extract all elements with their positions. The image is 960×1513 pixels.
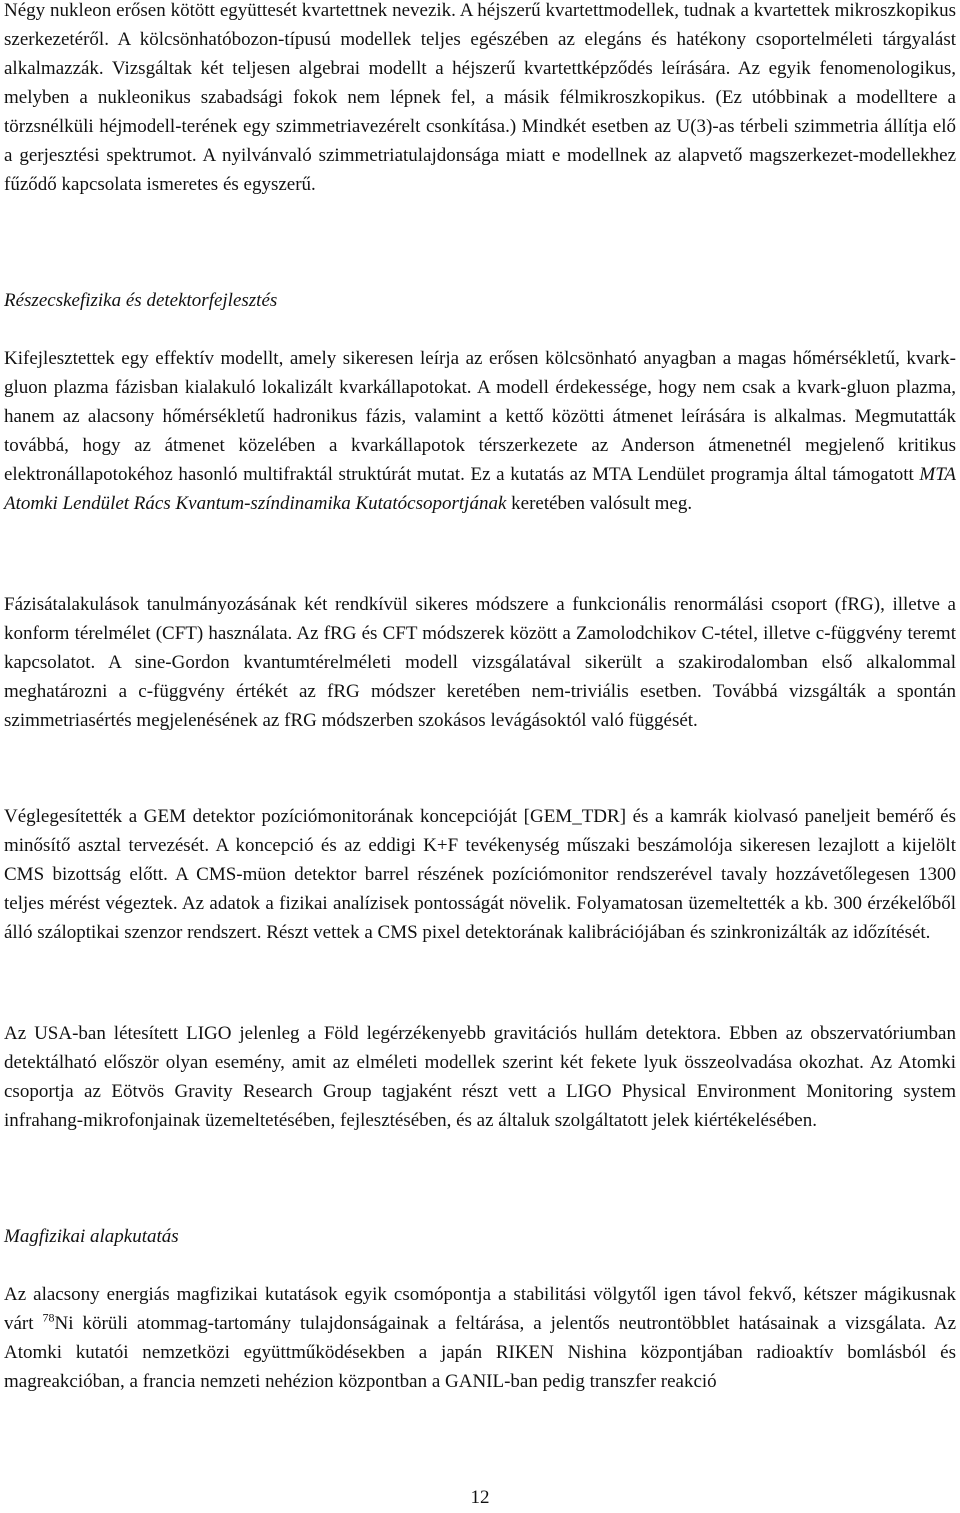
paragraph-quartet-models: Négy nukleon erősen kötött együttesét kvartettnek nevezik. A héjszerű kvartettmodellek, tudnak a kvartettek mikroszkopikus szerkezetéről. A kölcsönhatóbozon-típusú modellek teljes egészében az elegáns és hatékony csoportelméleti tárgyalást alkalmazzák. Vizsgáltak két teljesen algebrai modellt a héjszerű kvartettképződés leírására. Az egyik fenomenologikus, melyben a nukleonikus szabadsági fokok nem lépnek fel, a másik félmikroszkopikus. (Ez utóbbinak a modelltere a törzsnélküli héjmodell-terének egy szimmetriavezérelt csonkítása.) Mindkét esetben az U(3)-as térbeli szimmetria állítja elő a gerjesztési spektrumot. A nyilvánvaló szimmetriatulajdonsága miatt e modellnek az alapvető magszerkezet-modellekhez fűződő kapcsolata ismeretes és egyszerű. — [4, 0, 956, 195]
paragraph-ni78 — [4, 1280, 956, 1396]
paragraph-gem-detector: Véglegesítették a GEM detektor pozíciómonitorának koncepcióját [GEM_TDR] és a kamrák kiolvasó paneljeit bemérő és minősítő asztal tervezését. A koncepció és az eddigi K+F tevékenység műszaki beszámolója sikeresen lezajlott a kijelölt CMS bizottság előtt. A CMS-müon detektor barrel részének pozíciómonitor rendszerével tavaly hozzávetőlegesen 1300 teljes mérést végeztek. Az adatok a fizikai analízisek pontosságát növelik. Folyamatosan üzemeltették a kb. 300 érzékelőből álló száloptikai szenzor rendszert. Részt vettek a CMS pixel detektorának kalibrációjában és szinkronizálták az időzítését. — [4, 806, 956, 943]
page-number: 12 — [470, 1487, 490, 1508]
paragraph-text: Kifejlesztettek egy effektív modellt, amely sikeresen leírja az erősen kölcsönható anyagban a magas hőmérsékletű, kvark-gluon plazma fázisban kialakuló lokalizált kvarkállapotokat. A modell érdekessége, hogy nem csak a kvark-gluon plazma, hanem az alacsony hőmérsékletű hadronikus fázis, valamint a kettő közötti átmenet leírására is alkalmas. Megmutatták továbbá, hogy az átmenet közelében a kvarkállapotok térszerkezete az Anderson átmenetnél megjelenő kritikus elektronállapotokéhoz hasonló multifraktál struktúrát mutat. Ez a kutatás az MTA Lendület programja által támogatott — [4, 348, 956, 485]
paragraph-ligo: Az USA-ban létesített LIGO jelenleg a Föld legérzékenyebb gravitációs hullám detektora. Ebben az obszervatóriumban detektálható először olyan esemény, amit az elméleti modellek szerint két fekete lyuk összeolvadása okozhat. Az Atomki csoportja az Eötvös Gravity Research Group tagjaként részt vett a LIGO Physical Environment Monitoring system infrahang-mikrofonjainak üzemeltetésében, fejlesztésében, és az általuk szolgáltatott jelek kiértékelésében. — [4, 1023, 956, 1131]
research-group-name: MTA Atomki Lendület Rács Kvantum-színdinamika Kutatócsoportjának — [4, 464, 956, 514]
section-heading-particle-physics: Részecskefizika és detektorfejlesztés — [4, 290, 278, 311]
paragraph-text: Ni körüli atommag-tartomány tulajdonságainak a feltárása, a jelentős neutrontöbblet hatásainak a vizsgálata. Az Atomki kutatói nemzetközi együttműködésekben a japán RIKEN Nishina központjában radioaktív bomlásból és magreakcióban, a francia nemzeti nehézion központban a GANIL-ban pedig transzfer reakció — [4, 1313, 956, 1392]
paragraph-quark-gluon-plasma — [4, 344, 956, 518]
paragraph-frg-cft: Fázisátalakulások tanulmányozásának két rendkívül sikeres módszere a funkcionális renormálási csoport (fRG), illetve a konform térelmélet (CFT) használata. Az fRG és CFT módszerek között a Zamolodchikov C-tétel, illetve c-függvény teremt kapcsolatot. A sine-Gordon kvantumtérelméleti modell vizsgálatával sikerült a szakirodalomban első alkalommal meghatározni a c-függvény értékét az fRG módszer keretében nem-triviális esetben. Továbbá vizsgálták a spontán szimmetriasértés megjelenésének az fRG módszerben szokásos levágásoktól való függését. — [4, 594, 956, 731]
mass-number-superscript: 78 — [42, 1310, 55, 1325]
paragraph-text: keretében valósult meg. — [506, 493, 693, 514]
paragraph-text: Az alacsony energiás magfizikai kutatások egyik csomópontja a stabilitási völgytől igen távol fekvő, kétszer mágikusnak várt — [4, 1284, 956, 1334]
section-heading-nuclear-physics: Magfizikai alapkutatás — [4, 1226, 179, 1247]
